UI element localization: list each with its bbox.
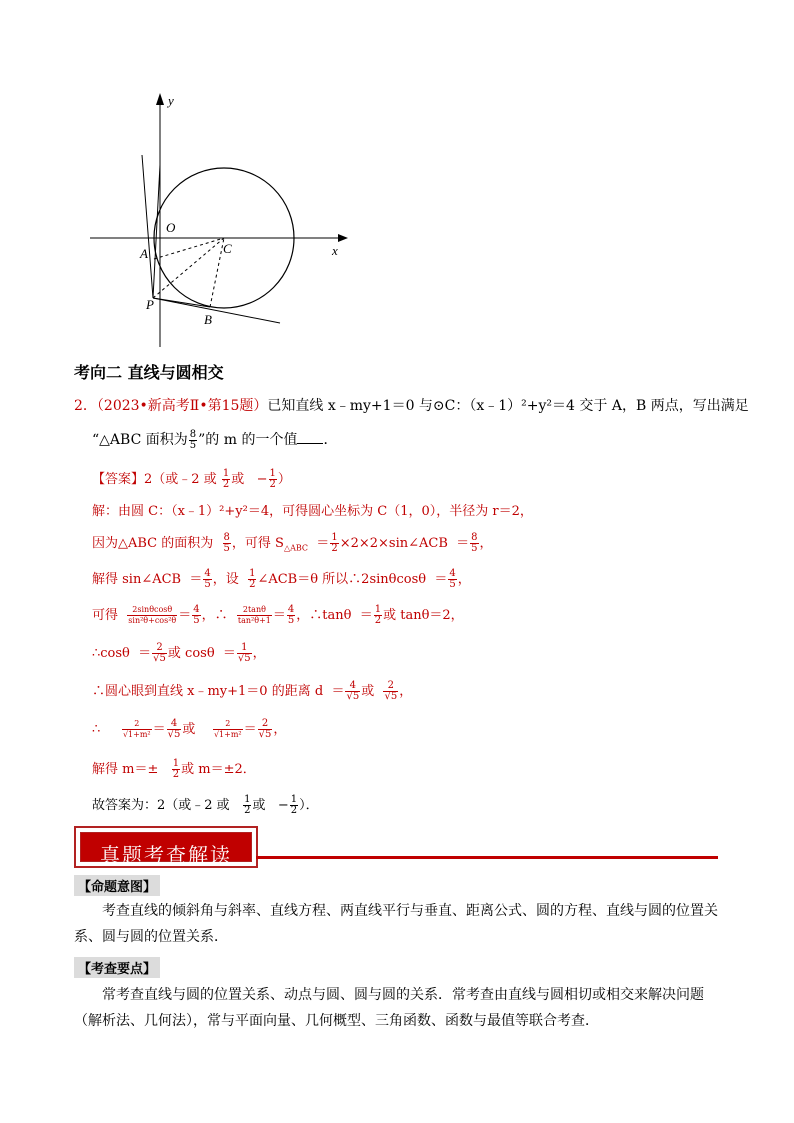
frac-num: 4 bbox=[449, 568, 456, 579]
sol-text: 故答案为：2（或﹣2 或 bbox=[92, 798, 230, 813]
sol-text: ，∴ bbox=[201, 608, 228, 623]
frac-den: 2 bbox=[222, 479, 230, 490]
frac-num: 8 bbox=[471, 532, 478, 543]
question-text-2b: ”的 m 的一个值 bbox=[198, 432, 298, 448]
question-number: 2． bbox=[74, 398, 97, 414]
sol-text: ， bbox=[457, 572, 471, 587]
fraction-half-1 bbox=[222, 469, 230, 490]
sol-text: 或 m＝±2． bbox=[181, 762, 256, 777]
fraction bbox=[122, 719, 152, 740]
frac-den: 5 bbox=[471, 543, 478, 554]
frac-num: 4 bbox=[204, 568, 211, 579]
frac-den: 2 bbox=[290, 805, 298, 816]
sol-text: 解得 m＝± bbox=[92, 762, 159, 777]
sol-text: ＝ bbox=[331, 684, 345, 699]
question-text-1: 已知直线 x﹣my+1＝0 与⊙C：（x﹣1）²+y²＝4 交于 A，B 两点，写出满足 bbox=[267, 398, 749, 414]
fraction bbox=[243, 795, 251, 816]
label-b: B bbox=[204, 312, 212, 327]
minus-sign: − bbox=[256, 472, 268, 487]
frac-den: √1+m² bbox=[122, 730, 151, 739]
frac-num: 4 bbox=[193, 604, 200, 615]
frac-num: 2 bbox=[122, 719, 152, 730]
points-label: 【考查要点】 bbox=[74, 957, 160, 978]
sol-text: 可得 bbox=[92, 608, 119, 623]
solution-line-3 bbox=[92, 568, 471, 590]
frac-den: 5 bbox=[204, 579, 211, 590]
solution-line-6 bbox=[92, 680, 412, 702]
banner-fill bbox=[80, 832, 252, 867]
sol-text: ＝ bbox=[456, 536, 470, 551]
sol-text: ＝ bbox=[272, 608, 286, 623]
sol-text: ∴圆心眼到直线 x﹣my+1＝0 的距离 d bbox=[92, 684, 324, 699]
frac-den: 2 bbox=[374, 615, 382, 626]
minus-sign: − bbox=[277, 798, 289, 813]
frac-num: 1 bbox=[249, 568, 256, 579]
sol-text: ∠ACB＝θ 所以∴2sinθcosθ bbox=[257, 572, 427, 587]
intent-label: 【命题意图】 bbox=[74, 875, 160, 896]
fraction bbox=[172, 759, 180, 780]
sol-text: 或 tanθ＝2， bbox=[383, 608, 464, 623]
fraction-8-5 bbox=[189, 430, 197, 451]
answer-blank[interactable] bbox=[297, 431, 323, 444]
fraction bbox=[330, 533, 338, 554]
banner-divider bbox=[256, 856, 718, 859]
sol-text: 或 cosθ bbox=[167, 646, 215, 661]
label-y: y bbox=[168, 93, 174, 108]
fraction-half-2 bbox=[269, 469, 277, 490]
banner-title: 真题考查解读 bbox=[100, 843, 232, 867]
frac-num: 2 bbox=[258, 719, 273, 730]
fraction bbox=[470, 533, 478, 554]
intent-text: 考查直线的倾斜角与斜率、直线方程、两直线平行与垂直、距离公式、圆的方程、直线与圆的位置关系、圆与圆的位置关系． bbox=[74, 903, 718, 945]
answer-value-a: 2（或﹣2 或 bbox=[144, 472, 217, 487]
fraction bbox=[152, 643, 167, 664]
fraction bbox=[237, 643, 252, 664]
question-line-1 bbox=[74, 395, 749, 415]
frac-num: 2 bbox=[213, 719, 243, 730]
sol-text: ＝ bbox=[152, 722, 166, 737]
solution-line-5 bbox=[92, 642, 266, 664]
sol-text: ， bbox=[252, 646, 266, 661]
fraction bbox=[237, 605, 272, 626]
frac-den: 2 bbox=[331, 543, 338, 554]
fraction bbox=[448, 569, 456, 590]
fraction bbox=[345, 681, 360, 702]
frac-num: 4 bbox=[345, 681, 360, 692]
frac-den: √5 bbox=[346, 691, 360, 702]
tangent-line-2 bbox=[153, 298, 280, 323]
frac-num: 2tanθ bbox=[237, 605, 272, 616]
frac-num: 8 bbox=[189, 428, 197, 440]
solution-line-4 bbox=[92, 604, 464, 626]
question-line-2 bbox=[92, 429, 337, 451]
section-banner bbox=[74, 826, 258, 868]
sol-text: ， bbox=[273, 722, 287, 737]
frac-num: 4 bbox=[287, 604, 295, 615]
fraction bbox=[192, 605, 200, 626]
sol-text: ∴cosθ bbox=[92, 646, 130, 661]
frac-num: 2 bbox=[383, 681, 398, 692]
sol-text: ，设 bbox=[212, 572, 239, 587]
frac-num: 1 bbox=[331, 532, 338, 543]
sol-text: ＝ bbox=[178, 608, 192, 623]
frac-den: √1+m² bbox=[213, 730, 242, 739]
geometry-figure bbox=[80, 85, 360, 355]
frac-den: 2 bbox=[249, 579, 256, 590]
fraction bbox=[167, 719, 182, 740]
sol-text: ＝ bbox=[316, 536, 330, 551]
label-o: O bbox=[166, 220, 176, 235]
frac-den: 5 bbox=[223, 543, 230, 554]
answer-value-c: ） bbox=[277, 472, 291, 487]
sol-text: ＝ bbox=[189, 572, 203, 587]
frac-den: √5 bbox=[237, 653, 251, 664]
answer-value-b: 或 bbox=[231, 472, 245, 487]
label-p: P bbox=[146, 297, 154, 312]
frac-num: 2 bbox=[152, 643, 167, 654]
sol-text: ＝ bbox=[359, 608, 373, 623]
fraction bbox=[290, 795, 298, 816]
question-text-2a: “△ABC 面积为 bbox=[92, 432, 188, 448]
y-axis-arrow bbox=[156, 93, 164, 105]
sol-text: 因为△ABC 的面积为 bbox=[92, 536, 214, 551]
sol-text: ＝ bbox=[243, 722, 257, 737]
solution-line-7 bbox=[92, 718, 286, 740]
frac-den: √5 bbox=[153, 653, 166, 664]
frac-den: √5 bbox=[384, 691, 398, 702]
sol-text: 或 bbox=[361, 684, 375, 699]
fraction bbox=[383, 681, 398, 702]
frac-den: sin²θ+cos²θ bbox=[128, 616, 177, 625]
frac-num: 1 bbox=[374, 604, 382, 615]
frac-num: 1 bbox=[222, 468, 230, 479]
solution-line-9 bbox=[92, 794, 319, 816]
sol-text: 解得 sin∠ACB bbox=[92, 572, 182, 587]
sol-text: ，可得 S bbox=[231, 536, 284, 551]
frac-den: 2 bbox=[172, 769, 180, 780]
frac-num: 1 bbox=[237, 643, 252, 654]
fraction bbox=[203, 569, 211, 590]
fraction bbox=[287, 605, 295, 626]
answer-label: 【答案】 bbox=[92, 472, 145, 487]
sol-text: ×2×2×sin∠ACB bbox=[339, 536, 448, 551]
frac-den: 2 bbox=[269, 479, 276, 490]
frac-den: √5 bbox=[258, 729, 272, 740]
label-c: C bbox=[223, 241, 232, 256]
fraction bbox=[127, 605, 177, 626]
sol-text: 或 bbox=[252, 798, 266, 813]
solution-line-1: 解：由圆 C：（x﹣1）²+y²＝4，可得圆心坐标为 C（1，0），半径为 r＝2， bbox=[92, 504, 533, 519]
frac-den: 5 bbox=[189, 439, 197, 451]
sol-sub: △ABC bbox=[283, 543, 309, 553]
frac-num: 1 bbox=[172, 758, 180, 769]
fraction bbox=[213, 719, 243, 740]
segment-pb bbox=[153, 298, 210, 307]
fraction bbox=[258, 719, 273, 740]
tangent-line-1 bbox=[142, 155, 153, 298]
dashed-ca bbox=[154, 238, 224, 259]
x-axis-arrow bbox=[338, 234, 348, 242]
frac-den: 5 bbox=[193, 615, 200, 626]
fraction bbox=[374, 605, 382, 626]
sol-text: ＝ bbox=[434, 572, 448, 587]
sol-text: ， bbox=[399, 684, 413, 699]
sol-text: ）． bbox=[299, 798, 319, 813]
frac-num: 1 bbox=[290, 794, 298, 805]
solution-line-8 bbox=[92, 758, 256, 780]
frac-den: √5 bbox=[167, 729, 181, 740]
circle-diagram bbox=[80, 85, 360, 355]
frac-den: tan²θ+1 bbox=[237, 616, 271, 625]
frac-den: 5 bbox=[449, 579, 456, 590]
answer-line bbox=[92, 468, 291, 490]
frac-num: 2sinθcosθ bbox=[127, 605, 177, 616]
frac-num: 4 bbox=[167, 719, 182, 730]
section-title: 考向二 直线与圆相交 bbox=[74, 363, 224, 382]
sol-text: ， bbox=[479, 536, 493, 551]
sol-text: ＝ bbox=[222, 646, 236, 661]
question-source: （2023•新高考Ⅱ•第15题） bbox=[96, 398, 268, 414]
question-text-2c: ． bbox=[323, 432, 338, 448]
label-a: A bbox=[140, 246, 148, 261]
label-x: x bbox=[332, 243, 338, 258]
frac-num: 1 bbox=[269, 468, 276, 479]
frac-den: 5 bbox=[287, 615, 295, 626]
frac-num: 1 bbox=[244, 794, 251, 805]
sol-text: ＝ bbox=[138, 646, 152, 661]
fraction bbox=[223, 533, 231, 554]
frac-den: 2 bbox=[244, 805, 251, 816]
sol-text: ∴ bbox=[92, 722, 101, 737]
sol-text: 或 bbox=[182, 722, 196, 737]
solution-line-2 bbox=[92, 532, 493, 554]
points-text: 常考查直线与圆的位置关系、动点与圆、圆与圆的关系．常考查由直线与圆相切或相交来解决问题（解析法、几何法），常与平面向量、几何概型、三角函数、函数与最值等联合考查． bbox=[74, 987, 704, 1029]
dashed-cb bbox=[210, 238, 224, 307]
sol-text: ，∴tanθ bbox=[296, 608, 352, 623]
frac-num: 8 bbox=[223, 532, 230, 543]
fraction bbox=[248, 569, 256, 590]
